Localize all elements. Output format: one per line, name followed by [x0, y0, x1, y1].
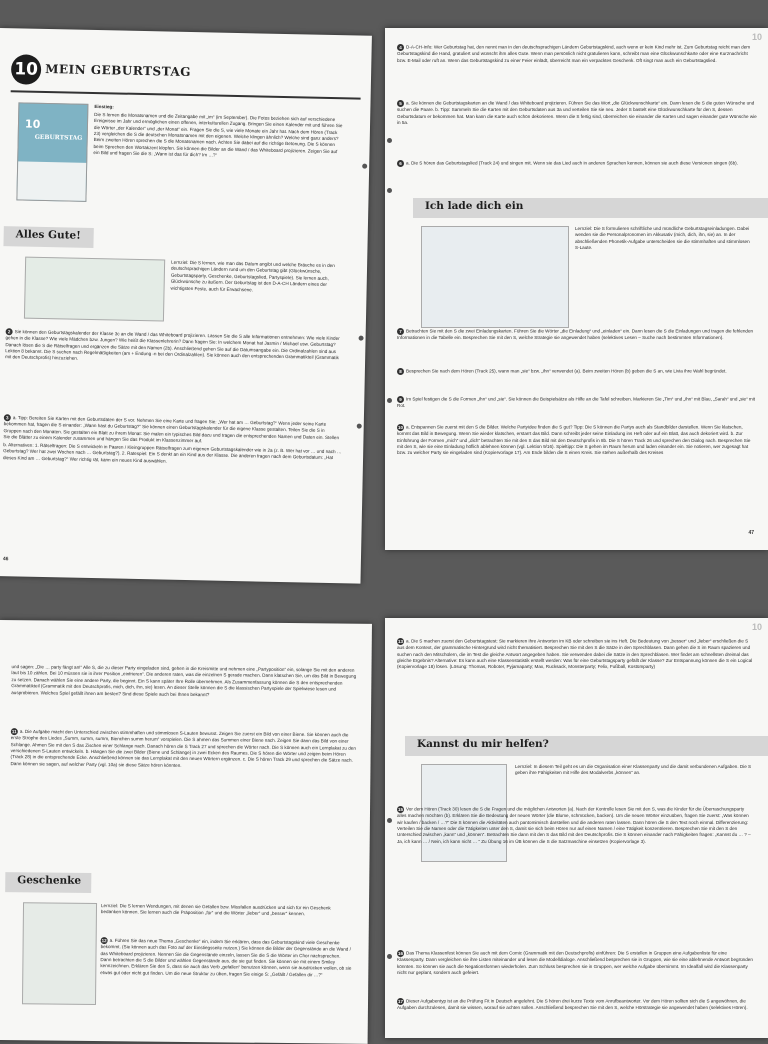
exercise-8-text: Besprechen Sie nach dem Hören (Track 25), wann man „sie“ bzw. „ihn“ verwendet (a). Beim zweiten Hören (b) geben die S an, wie Livia ihre Wahl begründet. [406, 368, 727, 374]
exercise-8 [397, 368, 757, 377]
exercise-number-badge: 3 [4, 414, 11, 421]
exercise-number-badge: 2 [6, 328, 13, 335]
lernziel-block [170, 260, 341, 297]
cover-title: GEBURTSTAG [34, 133, 83, 142]
exercise-4-text: D-A-CH-Info: Wer Geburtstag hat, den nennt man in den deutschsprachigen Ländern Geburtstagskind, auch wenn er kein Kind mehr ist. Zum Geburtstag reicht man dem Geburtstagskind die Hand, gratuliert und wünscht ihm alles Gute. Wenn man persönlich nicht gratulieren kann, schreibt man eine Glückwunschkarte oder eine Kurznachricht bzw. E-Mail oder ruft an. Wenn das Geburtstagskind zu einer Feier einlädt, überreicht man ein verpacktes Geschenk. Oft singt man auch ein Geburtstagslied. [397, 44, 751, 63]
exercise-number-badge: 4 [397, 44, 404, 51]
cover-number: 10 [24, 117, 41, 131]
page-number: 46 [2, 556, 9, 563]
edge-marker [357, 424, 362, 429]
exercise-15-text: Vor dem Hören (Track 30) lesen die S die Fragen und die möglichen Antworten (a). Nach der Kontrolle lesen Sie mit den S, was die Kinder für die Überraschungsparty alles machen möchten (b). Erklären Sie die Bedeutung der neuen Wörter (die Blume, schmücken, backen). Um die neuen Wörter einzuüben, fragen Sie zuerst: „Was können wir kaufen / backen / …?“ Die S können die Aktivitäten auch pantomimisch darstellen und die anderen raten lassen. Dann hören die S den Text noch einmal. Differenzierung: Verteilen Sie die Namen oder die Tätigkeiten unter den S, damit sie sich beim Hören nur auf einen Namen / eine Tätigkeit konzentrieren. Besprechen Sie mit den S den Unterschied zwischen „kann“ und „können“. Betrachten Sie dann mit den S das Bild mit den Deutschprofis. Die S können einander nach Fähigkeiten fragen: „Kannst du … ? – Ja, ich kann … / Nein, ich kann nicht … “ Zu Übung 16 im ÜB können die S die Satzmaschine einsetzen (Kopiervorlage 3). [397, 806, 751, 844]
edge-marker [387, 188, 392, 193]
section-banner-alles-gute [3, 226, 93, 248]
edge-marker [387, 398, 392, 403]
exercise-17 [397, 998, 753, 1013]
page-48 [0, 620, 372, 1044]
invitation-page-thumbnail [421, 226, 569, 328]
page-number: 47 [748, 530, 754, 536]
section-banner-ich-lade-dich-ein [413, 198, 768, 218]
exercise-15 [397, 806, 753, 847]
exercise-number-badge: 10 [397, 425, 403, 430]
chapter-corner-number: 10 [751, 32, 762, 42]
exercise-12 [100, 937, 352, 980]
exercise-number-badge: 7 [397, 328, 404, 335]
exercise-16 [397, 950, 753, 978]
section-title: Alles Gute! [15, 228, 81, 242]
chapter-number-badge: 10 [11, 54, 42, 85]
chapter-cover-thumbnail [16, 102, 88, 201]
exercise-10-text: a. Entspannen Sie zuerst mit den S die Bilder. Welche Partyidee finden die S gut? Tipp: Die S können die Partys auch als Standbilder darstellen. Wenn Sie klatschen, kommt das Bild in Bewegung. Wenn Sie wieder klatschen, erstarrt das Bild. Dann schreibt jeder seine Einladung ins Heft oder auf ein Blatt, das auch dekoriert wird. b. Zur Einführung der Formen „mich“ und „dich“ betrachten Sie mit den S das Bild mit den Deutschprofis in 8b. Die S hören Track 26 und sprechen den Dialog nach. Besprechen Sie mit den S, wie sie eine Einladung höflich ablehnen können (vgl. Lektion 9/16). Spieltipp: Die S gehen im Raum herum und laden einander ein. Sie notieren, wer zugesagt hat bzw. zu welcher Party sie eingeladen sind (Kopiervorlage 17). Am Ende bilden die S einen Kreis. Sie stehen außerhalb des Kreises [397, 424, 751, 456]
exercise-12-text: a. Führen Sie das neue Thema „Geschenke“ ein, indem Sie erklären, dass das Geburtstagskind viele Geschenke bekommt. (Sie können auch das Foto auf der Einstiegsseite nutzen.) Sie können die Bilder der Gegenstände an die Wand / das Whiteboard projizieren. Nennen Sie die Gegenstände einzeln, lassen Sie die S die Wörter im Chor nachsprechen. Dann betrachten die S die Bilder und wählen Gegenstände aus, die sie gut finden. Sie können sie mit einem Smiley kennzeichnen. Erklären Sie den S, dass sie auch das Verb „gefallen“ benutzen können, wenn sie ausdrücken wollen, ob sie etwas gut oder nicht gut finden. Um die neue Struktur zu üben, fragen Sie einige S: „Gefällt / Gefallen dir …?“ [100, 937, 352, 978]
page-49 [385, 618, 768, 1038]
page-46 [0, 28, 372, 584]
page-47 [385, 28, 768, 550]
exercise-13-text: a. Die S machen zuerst den Geburtstagstest: Sie markieren ihre Antworten im KB oder schreiben sie ins Heft. Die Bedeutung von „besser“ und „lieber“ erschließen die S aus dem Kontext, der grammatische Hintergrund wird nicht thematisiert. Besprechen Sie mit den S die Sätze in den Sprechblasen. Dann gehen die S im Raum spazieren und suchen nach den Mitschülern, die im Test die gleiche Antwort angegeben haben. Sie verwenden dabei die Sätze in den Sprechblasen. Wer findet am schnellsten dreimal das gleiche Ergebnis? Alternative: Es kann auch eine Klassenstatistik erstellt werden: Was für eine Geburtstagsparty gefällt der Klasse? Zur Entspannung können die S ein Logical (Kopiervorlage 18) lösen. (Lösung: Thomas, Roboter, Pyjamaparty; Max, Rucksack, Monsterparty; Felix, Fußball, Kostümparty) [397, 638, 753, 670]
exercise-11 [10, 728, 356, 772]
edge-marker [387, 818, 392, 823]
exercise-3 [3, 414, 344, 469]
chapter-title: MEIN GEBURTSTAG [45, 61, 192, 80]
exercise-number-badge: 17 [397, 999, 403, 1004]
edge-marker [362, 164, 367, 169]
exercise-number-badge: 11 [11, 729, 17, 735]
gifts-page-thumbnail [22, 902, 97, 1005]
chapter-corner-number: 10 [751, 622, 762, 632]
continued-paragraph: und sagen: „Die … party fängt an!“ Alle S, die zu dieser Party eingeladen sind, gehen in die Kreismitte und nehmen eine „Partyposition“ ein, solange Sie mit den anderen laut bis 10 zählen. Bei 10 müssen sie in ihrer Position „einfrieren“. Die anderen raten, was die einzelnen S gerade machen. Dann klatschen Sie, um das Bild in Bewegung zu setzen. Danach wählen Sie eine andere Party, die beginnt. Ein S kann später Ihre Rolle übernehmen. Als Zusammenfassung können die S den entsprechenden Grammatikteil (Grammatik mit den Deutschprofis, mich, dich, ihn, sie) lesen. An dieser Stelle können die S die klassischen Partyspiele der Spielwiese lesen und ausprobieren. Welches Spiel gefällt ihnen am besten? Sind diese Spiele auch bei Ihnen bekannt? [11, 664, 357, 697]
intro-heading: Einstieg: [94, 103, 114, 110]
chapter-rule [11, 90, 361, 99]
exercise-number-badge: 6 [397, 160, 404, 167]
edge-marker [359, 336, 364, 341]
exercise-10 [397, 424, 757, 458]
exercise-7-text: Betrachten Sie mit den S die zwei Einladungskarten. Führen Sie die Wörter „die Einladung“ und „einladen“ ein. Dann lesen die S die Einladungen und tragen die fehlenden Informationen in die Tabelle ein. Besprechen Sie mit den S, welche Strategie sie angewendet haben (selektives Lesen – Suche nach bestimmten Informationen). [397, 328, 754, 341]
lernziel-text: Lernziel: Die S lernen, wie man das Datum angibt und welche Bräuche es in den deutschsprachigen Ländern rund um den Geburtstag gibt (Glückwünsche, Geburtstagsparty, Geschenke, Geburtstagslied, Partyspiele). Sie lernen auch, Glückwünsche zu äußern. Der Geburtstag ist den D-A-CH Ländern eines der wichtigsten Feste, auch für Erwachsene. [170, 259, 335, 292]
exercise-3a-text: a. Tipp: Bereiten Sie Karten mit den Geburtsdaten der S vor. Nehmen Sie eine Karte und fragen Sie: „Wer hat am … Geburtstag?“ Wenn jeder seine Karte bekommen hat, fragen die S einander: „Wann hast du Geburtstag?“ Sie können einen Geburtstagskalender für die eigene Klasse gestalten. Teilen Sie die S in Gruppen nach den Monaten. Sie gestalten ein Blatt zu ihrem Monat: Sie malen ein typisches Bild dazu und tragen die entsprechenden Namen und Daten ein. Stellen Sie die Blätter zu einem Kalender zusammen und hängen Sie das Produkt im Klassenzimmer auf. [3, 415, 340, 444]
lernziel-block [515, 764, 755, 778]
exercise-17-text: Dieser Aufgabentyp ist an die Prüfung Fit in Deutsch angelehnt. Die S hören drei kurze Texte vom Anrufbeantworter. Vor dem Hören sollten sich die S angewöhnen, die Aufgaben durchzulesen, damit sie wissen, worauf sie achten sollen. Anschließend besprechen Sie mit den S, welche Hörstrategie sie angewendet haben (selektives Hören). [397, 998, 748, 1011]
intro-block [93, 104, 344, 163]
exercise-3b-text: b. Alternativen: 1. Rätselfragen: Die S entwickeln in Paaren / Kleingruppen Rätselfragen zum eigenen Geburtstagskalender wie in 2a (z. B. Wer hat vor … und nach … Geburtstag? Wer hat zwei Wochen nach … Geburtstag?). 2. Ratespiel: Ein S denkt an ein Kind aus der Klasse. Die anderen fragen nach dem Geburtsdatum: „Hat dieses Kind am … Geburtstag?“ Wer richtig rät, kann ein neues Kind auswählen. [2, 441, 342, 464]
exercise-number-badge: 13 [397, 639, 403, 644]
exercise-6-text: a. Die S hören das Geburtstagslied (Track 24) und singen mit. Wenn sie das Lied auch in anderen Sprachen kennen, können sie auch diese Versionen singen (6b). [406, 160, 738, 166]
exercise-7 [397, 328, 757, 343]
exercise-11-text: a. Die Aufgabe macht den Unterschied zwischen stimmhaften und stimmlosen S-Lauten bewusst. Zeigen Sie zuerst ein Bild von einer Biene. Sie können auch die erste Strophe des Liedes „Summ, summ, summ, Bienchen summ herum“ vorspielen. Die S ahmen das Summen einer Biene nach. Zeigen Sie dann das Bild von einer Schlange. Ahmen Sie mit den S das Zischen einer Schlange nach. Danach hören die S Track 27 und sprechen die Wörter nach. Die S können auch ein Lernplakat zu den verschiedenen S-Lauten entwickeln. b. Hängen Sie die zwei Bilder (Biene und Schlange) in zwei Ecken des Raumes. Die S hören die Wörter und zeigen beim Hören (Track 28) in die entsprechende Ecke. Anschließend können sie das Lernplakat mit den neuen Wörtern ergänzen. c. Die S hören Track 29 und sprechen die Sätze nach. Dann können sie sagen, auf welcher Party (vgl. 10a) sie diese Sätze hören könnten. [10, 728, 356, 768]
chapter-header [11, 54, 212, 92]
edge-marker [387, 138, 392, 143]
calendar-page-thumbnail [24, 257, 165, 322]
exercise-5 [397, 100, 757, 128]
section-title: Ich lade dich ein [425, 200, 524, 212]
exercise-number-badge: 8 [397, 368, 404, 375]
exercise-number-badge: 5 [397, 100, 404, 107]
section-title: Geschenke [17, 874, 82, 887]
exercise-2 [5, 328, 346, 369]
lernziel-block [575, 226, 755, 253]
exercise-number-badge: 12 [101, 938, 107, 944]
lernziel-block [101, 903, 351, 920]
cover-lower-panel [17, 161, 86, 201]
exercise-5-text: a. Sie können die Geburtstagskarten an die Wand / das Whiteboard projizieren. Führen Sie das Wort „die Glückwunschkarte“ ein. Dann lesen die S die guten Wünsche und suchen die Paare. b. Tipp: Sammeln Sie die Karten mit den Geburtsdaten aus 3a und verteilen Sie sie neu. Jeder S bastelt eine Glückwunschkarte für den S, dessen Geburtsdatum er bekommen hat. Man kann die Karte auch schön dekorieren. Wenn die S fertig sind, überreichen sie einander die Karten und sagen einander gute Wünsche wie in 5a. [397, 100, 757, 125]
exercise-9-text: Im Spiel festigen die S die Formen „ihn“ und „sie“. Sie können die Beispielsätze als Hilfe an die Tafel schreiben. Markieren Sie „Tim“ und „ihn“ mit Blau, „Sarah“ und „sie“ mit Rot. [397, 396, 756, 409]
exercise-2-text: Sie können den Geburtstagskalender der Klasse 3c an die Wand / das Whiteboard projizieren. Lassen Sie die S alle Informationen entnehmen: Wie viele Kinder gehen in die Klasse? Wie viele Mädchen bzw. Jungen? Wie heißt die Klassenlehrerin? Dann fragen Sie: In welchem Monat hat Jasmin / Michael usw. Geburtstag? Danach lösen die S die Rätselfragen und ergänzen die Sätze mit den Namen (2b). Anschließend gehen Sie auf die Datumsangabe ein. Die Ordinalzahlen sind aus Lektion 8 bekannt. Die S suchen nach Regelmäßigkeiten (am + Endung -n bei den Ordinalzahlen). Sie können auch den entsprechenden Grammatikteil (Grammatik mit den Deutschprofis) hinzuziehen. [5, 329, 340, 362]
lernziel-text: Lernziel: Die S formulieren schriftliche und mündliche Geburtstagseinladungen. Dabei wenden sie die Personalpronomen im Akkusativ (mich, dich, ihn, sie) an. In der abschließenden Phonetik-Aufgabe unterscheiden sie die stimmhaften und stimmlosen S-Laute. [575, 226, 750, 251]
section-banner-kannst-du-mir-helfen [405, 736, 768, 756]
exercise-9 [397, 396, 757, 411]
lernziel-text: Lernziel: In diesem Teil geht es um die Organisation einer Klassenparty und die damit verbundenen Aufgaben. Die S geben ihre Fähigkeiten mit Hilfe des Modalverbs „können“ an. [515, 764, 752, 776]
exercise-4 [397, 44, 757, 65]
intro-text: Die S lernen die Monatsnamen und die Zeitangabe mit „im“ (im September). Die Fotos beziehen sich auf verschiedene Ereignisse im Jahr und ermöglichen einen offenen, interkulturellen Zugang. Bringen Sie einen Kalender mit und führen Sie die Wörter „der Kalender“ und „der Monat“ ein. Fragen Sie die S, wie viele Monate ein Jahr hat. Nach dem Hören (Track 23) vergleichen die S die deutschen Monatsnamen mit den eigenen. Welche klingen ähnlich? Welche sind ganz anders? Beim zweiten Hören sprechen die S die Monatsnamen nach. Achten Sie dabei auf die richtige Betonung. Die S können beim Sprechen den Wortakzent klopfen. Sie können die Bilder an die Wand / das Whiteboard projizieren. Zeigen Sie auf ein Bild und fragen Sie die S: „Wann ist das für dich? Im …?“ [93, 111, 343, 158]
exercise-16-text: Das Thema Klassenfest können Sie auch mit dem Comic (Grammatik mit den Deutschprofis) einführen: Die S erstellen in Gruppen eine Aufgabenliste für eine Klassenparty. Dann vergleichen sie ihre Listen miteinander und lesen die Modelldialoge. Anschließend besprechen sie in Gruppen, wie sie eine ablehnende Antwort begründen könnten. So können sie auch die Negationsformen wiederholen. Zum Schluss besprechen sie in Gruppen, wer welche Aufgabe übernimmt. Im Idealfall wird die Klassenparty nicht nur geplant, sondern auch gefeiert. [397, 950, 753, 975]
section-banner-geschenke [5, 872, 91, 893]
exercise-6 [397, 160, 757, 169]
exercise-number-badge: 16 [397, 951, 403, 956]
edge-marker [387, 954, 392, 959]
exercise-number-badge: 9 [397, 396, 404, 403]
section-title: Kannst du mir helfen? [417, 738, 549, 750]
continued-text [11, 664, 357, 701]
exercise-number-badge: 15 [397, 807, 403, 812]
exercise-13 [397, 638, 753, 672]
lernziel-text: Lernziel: Die S lernen Wendungen, mit denen sie Gefallen bzw. Missfallen ausdrücken und sich für ein Geschenk bedanken können. Sie lernen auch die Präposition „für“ und die Wörter „lieber“ und „besser“ kennen. [100, 903, 331, 917]
